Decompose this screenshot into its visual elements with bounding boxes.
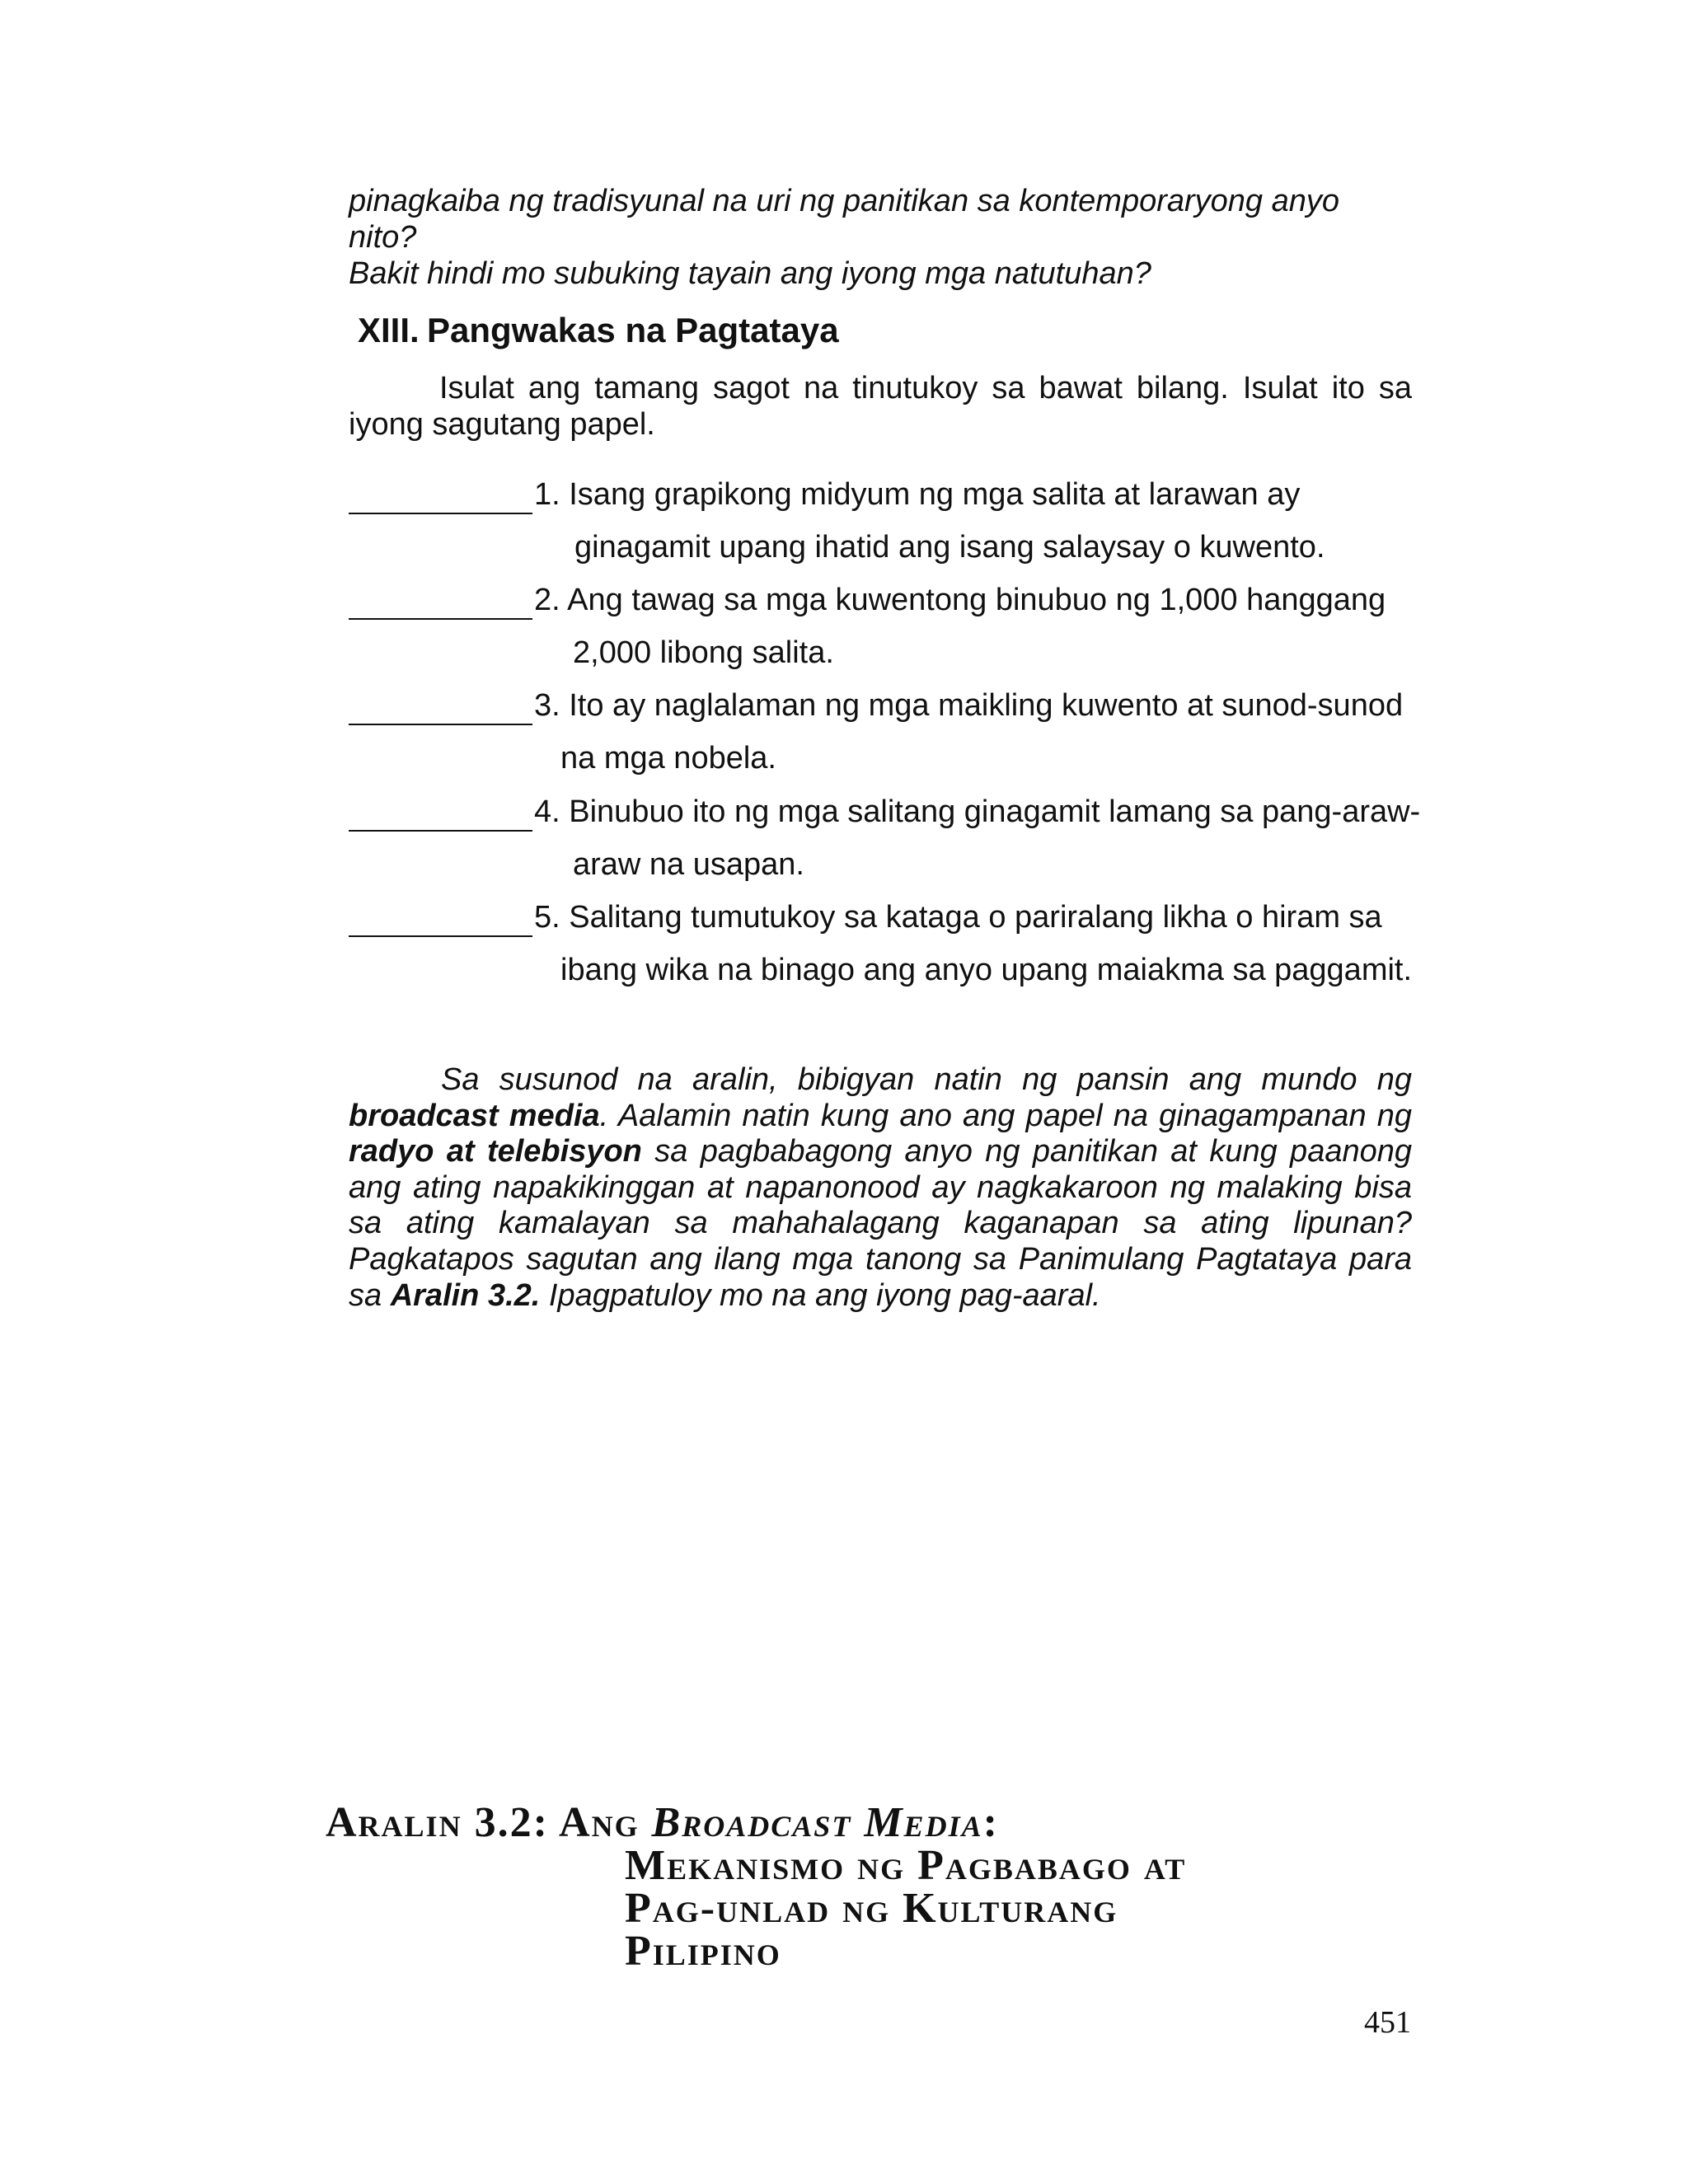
closing-text-2: . Aalamin natin kung ano ang papel na ginagampanan ng	[599, 1098, 1413, 1133]
question-3-line-1: 3. Ito ay naglalaman ng mga maikling kuwento at sunod-sunod	[534, 688, 1404, 723]
lesson-colon: :	[982, 1799, 999, 1846]
question-1-line-1: 1. Isang grapikong midyum ng mga salita at larawan ay	[534, 477, 1301, 512]
lesson-title-line-2: Mekanismo ng Pagbabago at	[625, 1842, 1187, 1889]
page-number: 451	[1364, 2005, 1411, 2040]
lesson-prefix: Aralin 3.2: Ang	[326, 1799, 652, 1846]
question-4-line-1: 4. Binubuo ito ng mga salitang ginagamit lamang sa pang-araw-	[534, 794, 1421, 829]
question-2-line-1: 2. Ang tawag sa mga kuwentong binubuo ng 1,000 hanggang	[534, 583, 1386, 617]
lesson-title-line-3: Pag-unlad ng Kulturang	[625, 1885, 1118, 1932]
question-2-line-2: 2,000 libong salita.	[573, 635, 834, 670]
question-1-line-2: ginagamit upang ihatid ang isang salaysay o kuwento.	[574, 530, 1325, 565]
section-heading	[358, 309, 839, 352]
answer-blank-2[interactable]	[349, 618, 532, 620]
answer-blank-4[interactable]	[349, 830, 532, 832]
closing-text-3: sa pagbabagong anyo ng panitikan at kung paanong ang ating napakikinggan at napanonood ay nagkakaroon ng malaking bisa sa ating kamalayan sa mahahalagang kaganapan sa ating lipunan? Pagkatapos sagutan ang ilang mga tanong sa Panimulang Pagtataya para sa	[349, 1134, 1412, 1313]
closing-text-1: Sa susunod na aralin, bibigyan natin ng pansin ang mundo ng	[441, 1062, 1412, 1097]
answer-blank-3[interactable]	[349, 724, 532, 725]
instruction-text: Isulat ang tamang sagot na tinutukoy sa bawat bilang. Isulat ito sa iyong sagutang papel.	[349, 371, 1412, 442]
intro-paragraph	[349, 183, 1412, 292]
closing-text-4: Ipagpatuloy mo na ang iyong pag-aaral.	[540, 1277, 1101, 1313]
question-3-line-2: na mga nobela.	[560, 741, 776, 776]
lesson-title-line-1	[326, 1799, 999, 1846]
lesson-italic-broadcast-media: Broadcast Media	[651, 1799, 983, 1846]
closing-bold-broadcast-media: broadcast media	[349, 1098, 600, 1133]
question-5-line-2: ibang wika na binago ang anyo upang maiakma sa paggamit.	[560, 953, 1413, 987]
answer-blank-1[interactable]	[349, 513, 532, 514]
section-title: Pangwakas na Pagtataya	[427, 311, 839, 349]
closing-paragraph	[349, 1062, 1412, 1314]
intro-line-1: pinagkaiba ng tradisyunal na uri ng panitikan sa kontemporaryong anyo nito?	[349, 184, 1340, 255]
question-4-line-2: araw na usapan.	[573, 847, 804, 882]
answer-blank-5[interactable]	[349, 935, 532, 937]
closing-bold-radyo-telebisyon: radyo at telebisyon	[349, 1134, 642, 1169]
closing-bold-aralin: Aralin 3.2.	[390, 1277, 541, 1313]
question-5-line-1: 5. Salitang tumutukoy sa kataga o pariralang likha o hiram sa	[534, 900, 1382, 935]
lesson-title-line-4: Pilipino	[625, 1928, 781, 1975]
section-number: XIII.	[358, 311, 420, 349]
intro-line-2: Bakit hindi mo subuking tayain ang iyong mga natutuhan?	[349, 256, 1151, 291]
